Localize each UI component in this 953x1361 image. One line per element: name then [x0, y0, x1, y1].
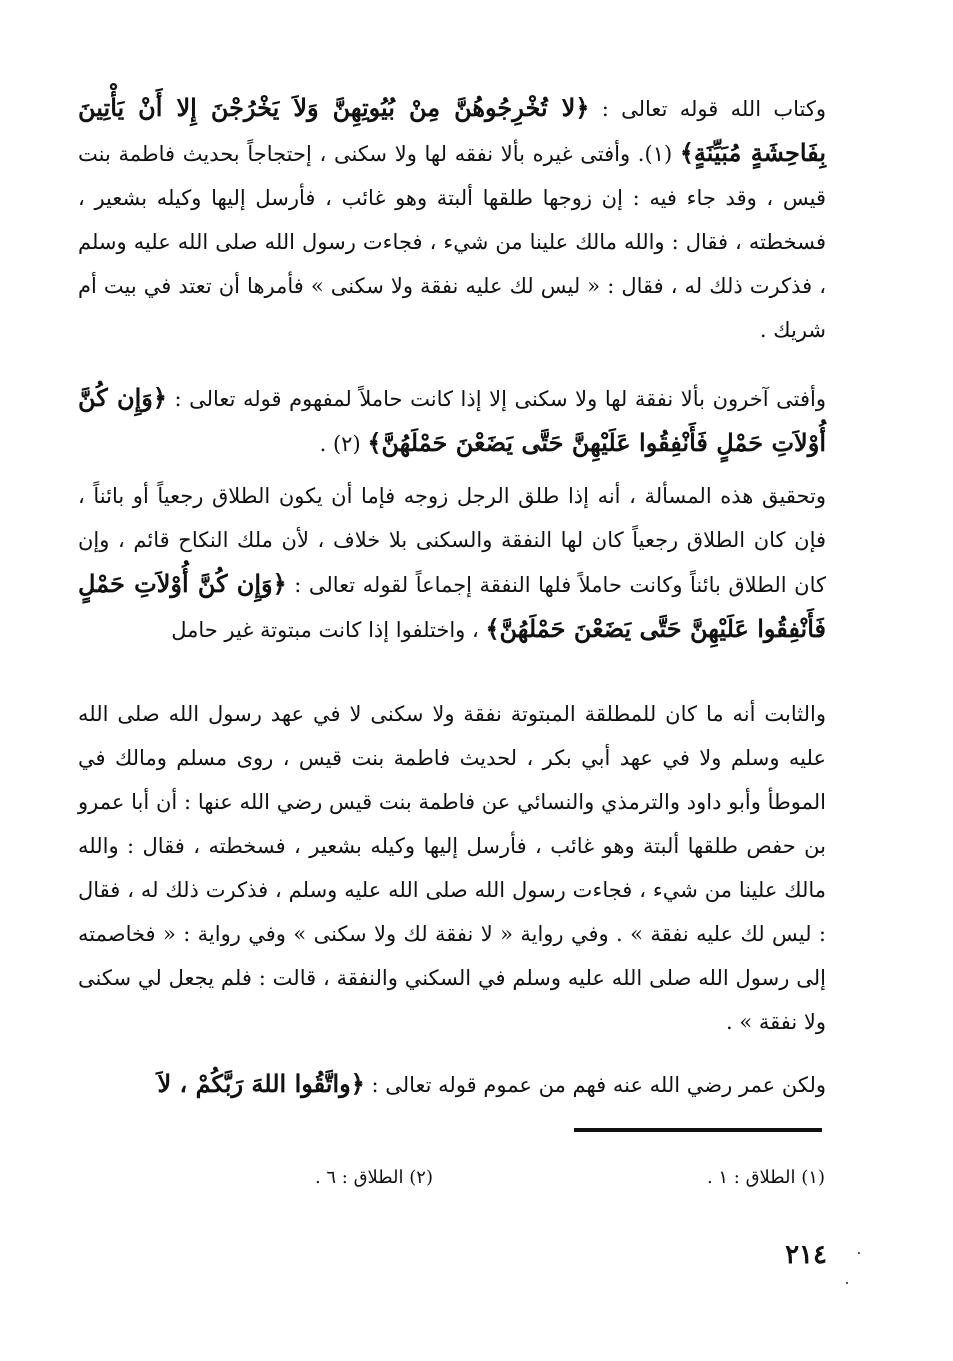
footnote-separator	[574, 1128, 822, 1132]
scan-speck	[846, 1282, 848, 1284]
page-number: ٢١٤	[785, 1240, 827, 1270]
quran-verse: ﴿وَإِن كُنَّ أُوْلاَتِ حَمْلٍ فَأَنْفِقُوا عَلَيْهِنَّ حَتَّى يَضَعْنَ حَمْلَهُنَّ﴾	[78, 383, 826, 457]
text-segment: (١). وأفتى غيره بألا نفقه لها ولا سكنى ، إحتجاجاً بحديث فاطمة بنت قيس ، وقد جاء فيه : إن زوجها طلقها ألبتة وهو غائب ، فأرسل إليها وكيله بشعير ، فسخطته ، فقال : والله مالك علينا من شيء ، فجاءت رسول الله صلى الله عليه وسلم ، فذكرت ذلك له ، فقال : « ليس لك عليه نفقة ولا سكنى » فأمرها أن تعتد في بيت أم شريك .	[78, 142, 826, 342]
paragraph-1	[78, 86, 826, 352]
text-segment: وتحقيق هذه المسألة ، أنه إذا طلق الرجل زوجه فإما أن يكون الطلاق رجعياً أو بائناً ، فإن كان الطلاق رجعياً كان لها النفقة والسكنى بلا خلاف ، لأن ملك النكاح قائم ، وإن كان الطلاق بائناً وكانت حاملاً فلها النفقة إجماعاً لقوله تعالى :	[78, 484, 826, 597]
quran-verse: ﴿وَإِن كُنَّ أُوْلاَتِ حَمْلٍ فَأَنْفِقُوا عَلَيْهِنَّ حَتَّى يَضَعْنَ حَمْلَهُنَّ﴾	[78, 569, 826, 643]
text-segment: (٢) .	[319, 432, 368, 456]
paragraph-3	[78, 474, 826, 652]
text-segment: وكتاب الله قوله تعالى :	[589, 97, 827, 121]
text-segment: ، واختلفوا إذا كانت مبتوتة غير حامل	[171, 618, 486, 642]
text-segment: ولكن عمر رضي الله عنه فهم من عموم قوله تعالى :	[364, 1073, 826, 1097]
text-segment: وأفتى آخرون بألا نفقة لها ولا سكنى إلا إذا كانت حاملاً لمفهوم قوله تعالى :	[166, 387, 826, 411]
scan-speck	[858, 1252, 860, 1254]
quran-verse: ﴿واتَّقُوا اللهَ رَبَّكُمْ ، لاَ	[157, 1069, 365, 1098]
text-segment: والثابت أنه ما كان للمطلقة المبتوتة نفقة ولا سكنى لا في عهد رسول الله صلى الله عليه وسلم ولا في عهد أبي بكر ، لحديث فاطمة بنت قيس ، روى مسلم ومالك في الموطأ وأبو داود والترمذي والنسائي عن فاطمة بنت قيس رضي الله عنها : أن أبا عمرو بن حفص طلقها ألبتة وهو غائب ، فأرسل إليها وكيله بشعير ، فسخطته ، فقال : والله مالك علينا من شيء ، فجاءت رسول الله صلى الله عليه وسلم ، فذكرت ذلك له ، فقال : ليس لك عليه نفقة » . وفي رواية « لا نفقة لك ولا سكنى » وفي رواية : « فخاصمته إلى رسول الله صلى الله عليه وسلم في السكني والنفقة ، قالت : فلم يجعل لي سكنى ولا نفقة » .	[78, 702, 826, 1034]
footnote-2: (٢) الطلاق : ٦ .	[314, 1167, 433, 1188]
paragraph-4	[78, 692, 826, 1044]
paragraph-5	[78, 1062, 826, 1107]
quran-verse: ﴿لا تُخْرِجُوهُنَّ مِنْ بُيُوتِهِنَّ وَلاَ يَخْرُجْنَ إِلا أَنْ يَأْتِينَ بِفَاحِشَةٍ مُبَيِّنَةٍ﴾	[78, 93, 826, 167]
footnote-1: (١) الطلاق : ١ .	[706, 1167, 825, 1188]
paragraph-2	[78, 376, 826, 466]
